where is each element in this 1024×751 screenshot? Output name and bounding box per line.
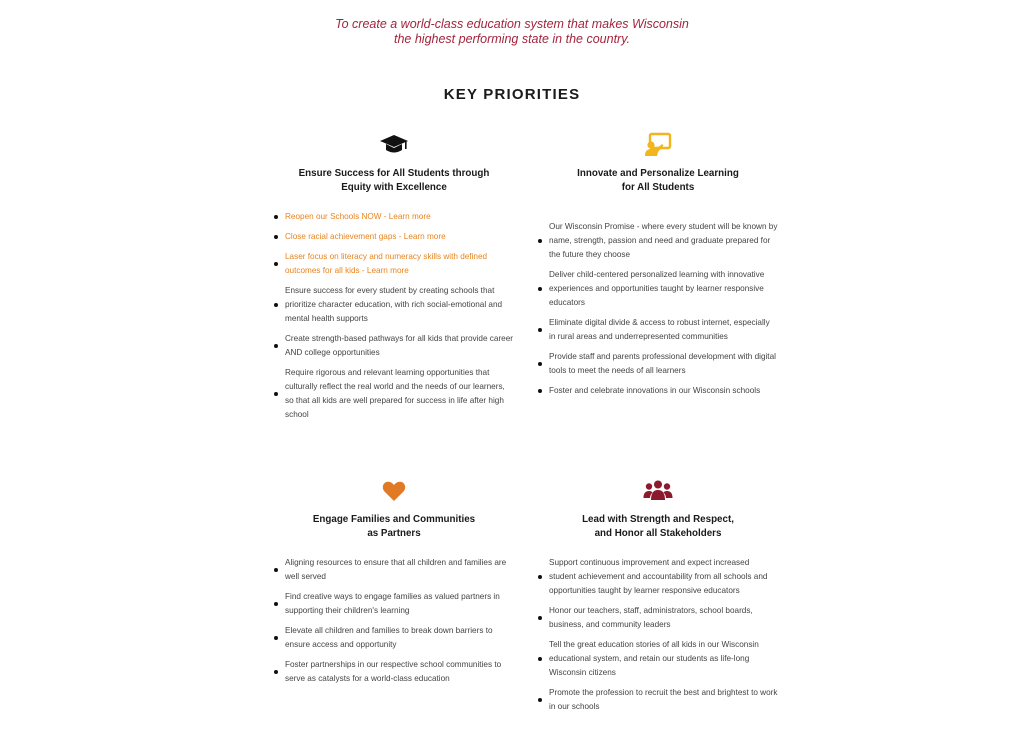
tagline-line-2: the highest performing state in the country. [393, 32, 630, 46]
list-item: Foster partnerships in our respective school communities to serve as catalysts for a world-class education [274, 658, 514, 686]
priority-list [274, 210, 514, 428]
priority-leadership [538, 476, 778, 746]
list-item: Create strength-based pathways for all kids that provide career AND college opportunities [274, 332, 514, 360]
priority-title: Ensure Success for All Students through Equity with Excellence [298, 168, 490, 193]
list-item-link[interactable]: Close racial achievement gaps - Learn more [274, 230, 514, 244]
priority-title: Innovate and Personalize Learning for All Students [577, 168, 739, 193]
heart-icon [382, 480, 406, 502]
list-item: Foster and celebrate innovations in our Wisconsin schools [538, 384, 778, 398]
list-item: Honor our teachers, staff, administrators, school boards, business, and community leaders [538, 604, 778, 632]
list-item: Elevate all children and families to break down barriers to ensure access and opportunity [274, 624, 514, 652]
priority-title: Lead with Strength and Respect, and Honor all Stakeholders [582, 514, 734, 539]
graduation-cap-icon [379, 134, 409, 156]
list-item: Support continuous improvement and expect increased student achievement and accountability from all schools and opportunities taught by learner responsive educators [538, 556, 778, 598]
list-item-link[interactable]: Laser focus on literacy and numeracy skills with defined outcomes for all kids - Learn more [274, 250, 514, 278]
list-item: Eliminate digital divide & access to robust internet, especially in rural areas and underrepresented communities [538, 316, 778, 344]
list-item: Our Wisconsin Promise - where every student will be known by name, strength, passion and need and graduate prepared for the future they choose [538, 220, 778, 262]
priority-equity [274, 130, 514, 430]
list-item: Deliver child-centered personalized learning with innovative experiences and opportunities taught by learner responsive educators [538, 268, 778, 310]
list-item: Tell the great education stories of all kids in our Wisconsin educational system, and retain our students as life-long Wisconsin citizens [538, 638, 778, 680]
priority-innovation [538, 130, 778, 430]
teacher-board-icon [643, 132, 673, 158]
tagline-line-1: To create a world-class education system that makes Wisconsin [335, 17, 689, 31]
list-item: Require rigorous and relevant learning opportunities that culturally reflect the real world and the needs of our learners, so that all kids are well prepared for success in life after high school [274, 366, 514, 422]
priority-families [274, 476, 514, 726]
list-item: Provide staff and parents professional development with digital tools to meet the needs of all learners [538, 350, 778, 378]
list-item: Aligning resources to ensure that all children and families are well served [274, 556, 514, 584]
people-group-icon [643, 479, 673, 501]
priority-title: Engage Families and Communities as Partners [312, 514, 476, 539]
list-item: Ensure success for every student by creating schools that prioritize character education, with rich social-emotional and mental health supports [274, 284, 514, 326]
priority-list [538, 220, 778, 404]
list-item: Find creative ways to engage families as valued partners in supporting their children's learning [274, 590, 514, 618]
priority-list [538, 556, 778, 720]
priority-list [274, 556, 514, 692]
list-item: Promote the profession to recruit the best and brightest to work in our schools [538, 686, 778, 714]
page-title: KEY PRIORITIES [443, 86, 581, 103]
mission-tagline [0, 17, 1024, 47]
list-item-link[interactable]: Reopen our Schools NOW - Learn more [274, 210, 514, 224]
